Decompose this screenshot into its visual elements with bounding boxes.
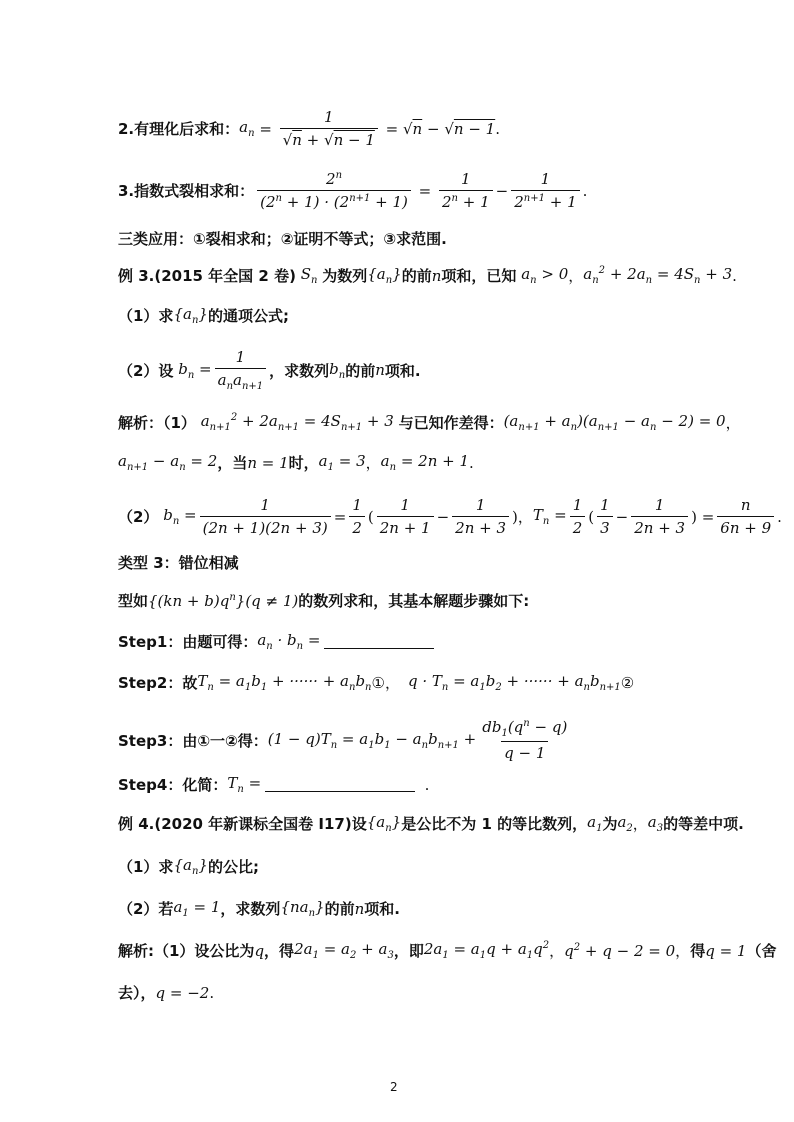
text: 的等差中项. [663, 815, 744, 833]
text: 是公比不为 1 的等比数列， [401, 815, 588, 833]
label-rationalize: 2.有理化后求和： [118, 120, 240, 138]
text: 的通项公式; [207, 307, 289, 325]
example3-title: 例 3.(2015 年全国 2 卷) [118, 267, 296, 285]
text: （1）求 [118, 858, 174, 876]
line-solution1b: $a_{n+1} - a_n = 2$ ，当 n = 1 时， $a_1 = 3$ ， $a_n = 2n + 1$ . [118, 452, 474, 473]
text: 为 [602, 815, 618, 833]
text: ，即 [393, 942, 424, 960]
line-form: 型如 $\{(kn + b)q^n\}(q \ne 1)$ 的数列求和，其基本解题步骤如下: [118, 591, 530, 610]
step4-label: Step4：化简： [118, 776, 228, 794]
line-type3 [118, 552, 239, 573]
label-exponential: 3.指数式裂相求和： [118, 182, 255, 200]
text: 项和. [384, 361, 421, 380]
text: ，求数列 [269, 361, 330, 380]
text: 得 [690, 942, 706, 960]
text: 时， [288, 454, 319, 472]
text: ，求数列 [220, 900, 281, 918]
page-number: 2 [390, 1080, 398, 1094]
line-q2: （2）设 $b_n$ = $\frac{1}{a_na_{n+1}}$ ，求数列 $b_n$ 的前 n 项和. [118, 348, 421, 392]
applications-text: 三类应用：①裂相求和；②证明不等式；③求范围. [118, 230, 447, 248]
text: （2）设 [118, 361, 174, 380]
line-exponential: 3.指数式裂相求和： $\frac{2^n}{(2^n + 1) \cdot (2^{n+1} + 1)}$ = $\frac{1}{2^n + 1}$ − $\frac{1}{2^{n+1} + 1}$ . [118, 170, 588, 211]
line-e4q2: （2）若 $a_1 = 1$ ，求数列 $\{na_n\}$ 的前 n 项和. [118, 898, 400, 919]
text: 的前 [401, 267, 432, 285]
line-step3: Step3：由①一②得： $(1 - q)T_n = a_1b_1 - a_nb_{n+1}$ + $\frac{db_1(q^n - q)}{q - 1}$ [118, 718, 568, 762]
line-example4: 例 4.(2020 年新课标全国卷 I17)设 $\{a_n\}$ 是公比不为 1 的等比数列， $a_1$ 为 $a_2$ ， $a_3$ 的等差中项. [118, 813, 744, 834]
line-e4-solution-b: 去）， q = −2 . [118, 983, 215, 1002]
line-step2: Step2：故 $T_n = a_1b_1$ + ······ + $a_nb_n$ ①， $q \cdot T_n = a_1b_2$ + ······ + $a_nb_{n+1}$ ② [118, 672, 635, 693]
solution-label: 解析：（1） [118, 414, 196, 432]
text: （2） [118, 508, 159, 526]
text: 的前 [324, 900, 355, 918]
answer-blank [324, 634, 434, 649]
step3-label: Step3：由①一②得： [118, 731, 268, 750]
text: 项和. [364, 900, 400, 918]
line-q1: （1）求 $\{a_n\}$ 的通项公式; [118, 305, 289, 326]
line-applications [118, 228, 447, 249]
text: 为数列 [322, 267, 368, 285]
text: 去）， [118, 984, 156, 1002]
step2-label: Step2：故 [118, 674, 198, 692]
answer-blank [265, 777, 415, 792]
text: 型如 [118, 592, 149, 610]
section-title: 类型 3：错位相减 [118, 554, 239, 572]
step1-label: Step1：由题可得： [118, 633, 258, 651]
line-step4: Step4：化简： $T_n$ = . [118, 774, 430, 795]
line-step1: Step1：由题可得： $a_n \cdot b_n$ = [118, 631, 434, 652]
line-e4-solution: 解析:（1）设公比为 q ，得 $2a_1 = a_2 + a_3$ ，即 $2a_1 = a_1q + a_1q^2$ ， $q^2 + q - 2 = 0$ ， 得 q = 1 （舍 [118, 940, 777, 961]
solution-label: 解析:（1）设公比为 [118, 942, 255, 960]
line-example3: 例 3.(2015 年全国 2 卷) $S_n$ 为数列 $\{a_n\}$ 的前 n 项和，已知 $a_n > 0$ ， $a_n^2 + 2a_n = 4S_n + 3$ . [118, 265, 737, 286]
text: （1）求 [118, 307, 174, 325]
text: （舍 [746, 942, 777, 960]
example4-title: 例 4.(2020 年新课标全国卷 I17)设 [118, 815, 367, 833]
text: 项和，已知 [441, 267, 517, 285]
text: 的数列求和，其基本解题步骤如下: [298, 592, 530, 610]
text: ，得 [264, 942, 295, 960]
line-rationalize: 2.有理化后求和： $a_n$ = $\frac{1}{√n + √n - 1}$ = √n − √n − 1. [118, 108, 500, 149]
text: ，当 [217, 454, 248, 472]
text: （2）若 [118, 900, 174, 918]
line-solution2: （2） $b_n$ = $\frac{1}{(2n + 1)(2n + 3)}$ = $\frac{1}{2}$ ( $\frac{1}{2n + 1}$ − $\frac{1}{2n + 3}$ )， $T_n$ = $\frac{1}{2}$ ( $\frac{1}{3}$ − $\frac{1}{2n + 3}$ ) = $\frac{n}{6n + 9}$ . [118, 496, 782, 537]
line-e4q1: （1）求 $\{a_n\}$ 的公比; [118, 856, 259, 877]
text: 与已知作差得： [398, 414, 504, 432]
text: 的公比; [207, 858, 259, 876]
text: 的前 [345, 361, 376, 380]
line-solution1: 解析：（1） $a_{n+1}^2 + 2a_{n+1} = 4S_{n+1} + 3$ 与已知作差得： $(a_{n+1} + a_n)(a_{n+1} - a_n - 2) = 0$ ， [118, 412, 741, 433]
